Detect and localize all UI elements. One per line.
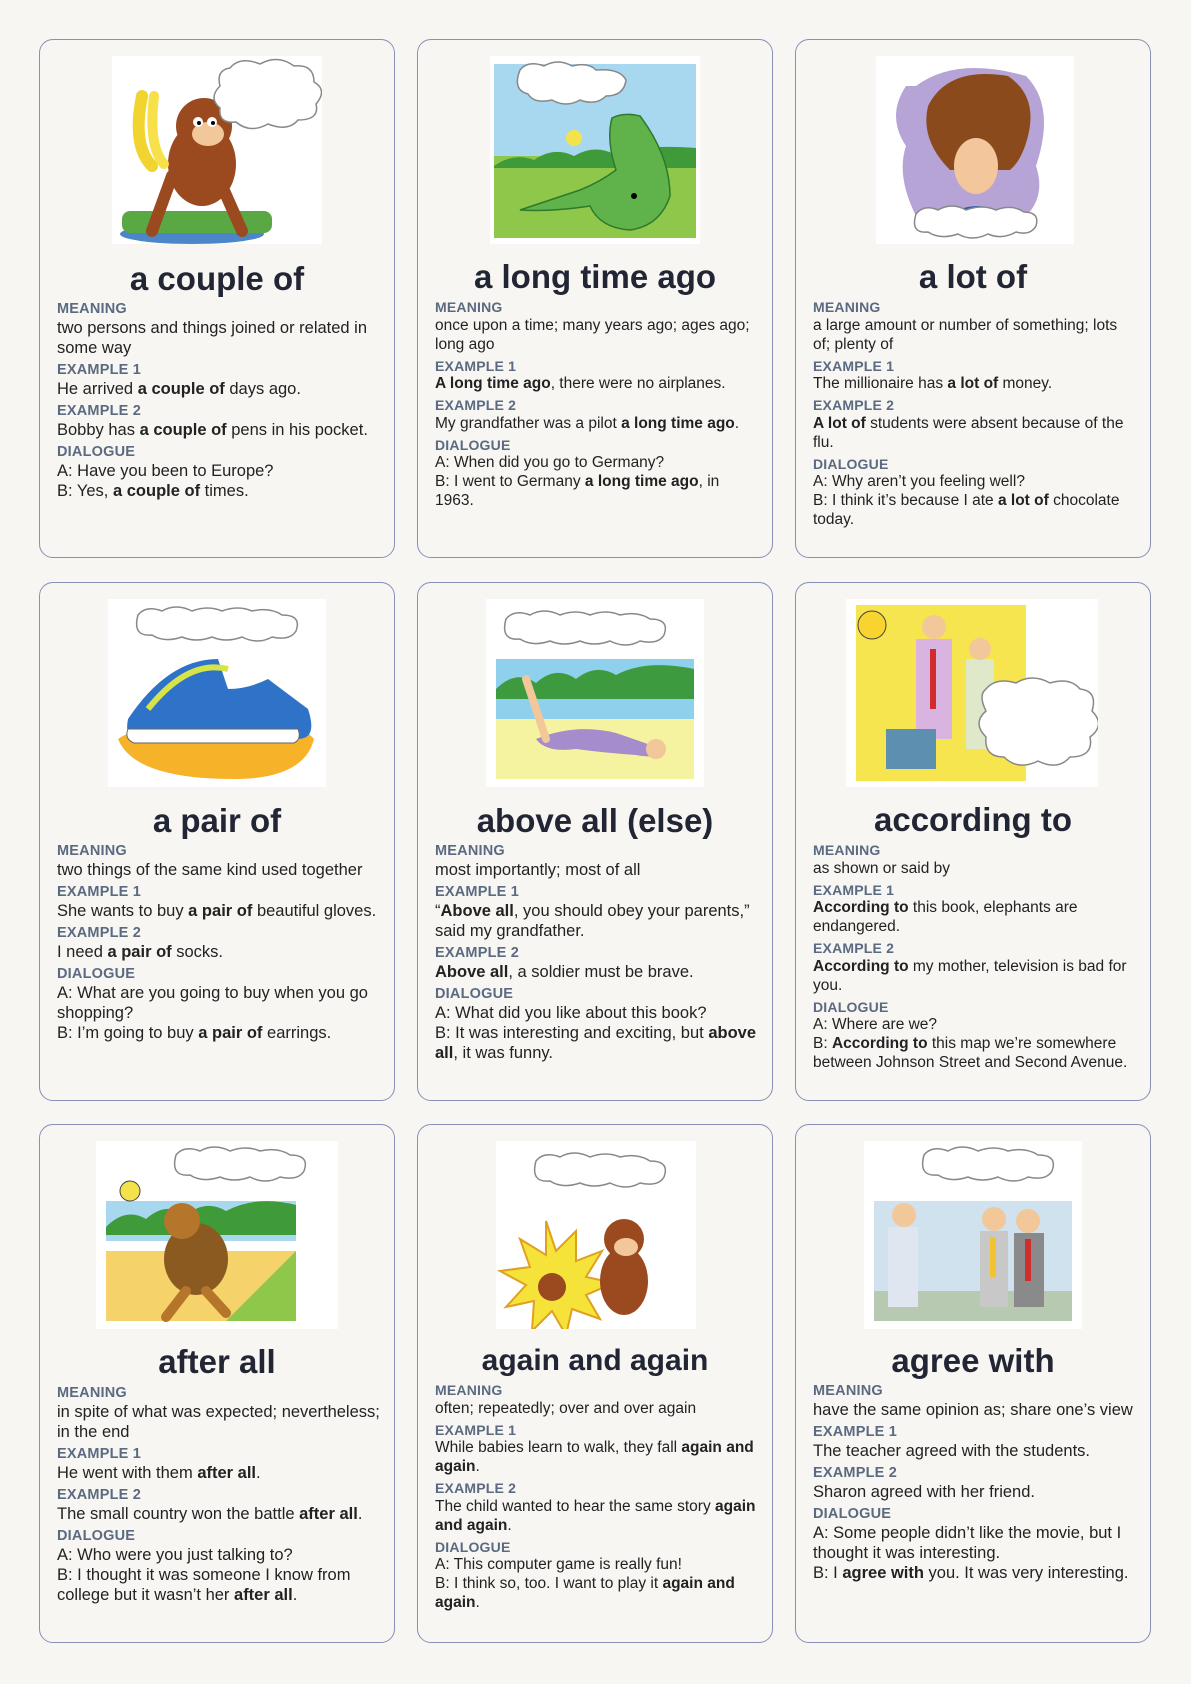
meaning-label: MEANING [435, 843, 505, 859]
dialogue-label: DIALOGUE [435, 436, 511, 453]
example2-label: EXAMPLE 2 [813, 940, 895, 956]
dialogue-line-a [435, 453, 758, 472]
dialogue-label: DIALOGUE [435, 1538, 511, 1555]
highlighted-phrase: after all [234, 1586, 293, 1604]
meaning-label: MEANING [435, 1382, 503, 1398]
text-run: A: When did you go to Germany? [435, 454, 665, 471]
dialogue-line-a [57, 983, 380, 1023]
text-run: . [475, 1594, 480, 1611]
example2-label: EXAMPLE 2 [57, 1487, 141, 1503]
monkey-explosion-illustration [496, 1141, 696, 1329]
card-body [435, 843, 758, 1063]
text-run: . [256, 1464, 261, 1482]
example1-text [57, 1463, 380, 1483]
text-run: times. [200, 482, 249, 500]
text-run: B: I thought it was someone I know from college but it wasn’t her [57, 1566, 351, 1604]
card-agree-with [795, 1124, 1151, 1643]
example2-text [57, 420, 380, 440]
text-run: She wants to buy [57, 902, 189, 920]
example1-text [813, 1441, 1136, 1461]
dinosaur-field-illustration [490, 56, 700, 244]
highlighted-phrase: a pair of [107, 943, 172, 961]
highlighted-phrase: again and again [435, 1575, 735, 1611]
highlighted-phrase: a lot of [997, 492, 1049, 509]
card-body [435, 299, 758, 510]
card-a-couple-of [39, 39, 395, 558]
meaning-label: MEANING [57, 301, 127, 317]
example2-text [813, 1482, 1136, 1502]
meaning-text: a large amount or number of something; lots of; plenty of [813, 316, 1118, 353]
card-body [813, 1383, 1136, 1583]
example1-label: EXAMPLE 1 [813, 357, 895, 374]
text-run: Bobby has [57, 421, 140, 439]
text-run: B: I [813, 1564, 843, 1582]
meaning-label: MEANING [813, 299, 881, 315]
beach-illustration [486, 599, 704, 787]
card-title: a pair of [152, 802, 282, 839]
dialogue-line-b [813, 1563, 1136, 1583]
text-run: this map we’re somewhere between Johnson Street and Second Avenue. [813, 1035, 1128, 1071]
example1-text [57, 901, 380, 921]
highlighted-phrase: Above all [440, 902, 514, 920]
text-run: beautiful gloves. [252, 902, 377, 920]
dialogue-label: DIALOGUE [813, 998, 889, 1015]
card-title: according to [873, 801, 1073, 838]
dialogue-label: DIALOGUE [57, 966, 136, 982]
dialogue-line-b [57, 1023, 380, 1043]
card-title: after all [158, 1343, 276, 1380]
text-run: The millionaire has [813, 375, 948, 392]
highlighted-phrase: a long time ago [584, 473, 699, 490]
meaning-label: MEANING [57, 1385, 127, 1401]
text-run: . [475, 1458, 480, 1475]
meaning-text: most importantly; most of all [435, 861, 641, 879]
example2-label: EXAMPLE 2 [57, 403, 141, 419]
text-run: While babies learn to walk, they fall [435, 1439, 682, 1456]
text-run: B: I think so, too. I want to play it [435, 1575, 663, 1592]
text-run: The teacher agreed with the students. [813, 1442, 1091, 1460]
text-run: My grandfather was a pilot [435, 414, 622, 432]
text-run: B: I’m going to buy [57, 1024, 199, 1042]
example2-text [435, 414, 758, 433]
text-run: . [357, 1505, 363, 1523]
text-run: pens in his pocket. [226, 421, 368, 439]
text-run: B: [813, 1035, 832, 1052]
highlighted-phrase: a couple of [139, 421, 227, 439]
card-title: again and again [481, 1344, 709, 1377]
highlighted-phrase: above all [435, 1024, 757, 1062]
text-run: A: This computer game is really fun! [435, 1556, 682, 1573]
meaning-label: MEANING [435, 299, 503, 315]
text-run: A: What did you like about this book? [435, 1004, 707, 1022]
card-title: a lot of [918, 258, 1028, 295]
text-run: B: Yes, [57, 482, 113, 500]
meaning-label: MEANING [813, 1383, 883, 1399]
meaning-text: as shown or said by [813, 859, 950, 877]
highlighted-phrase: A long time ago [435, 375, 551, 392]
highlighted-phrase: after all [299, 1505, 358, 1523]
dialogue-line-b [435, 1574, 758, 1612]
card-above-all [417, 582, 773, 1101]
highlighted-phrase: a pair of [198, 1024, 263, 1042]
dialogue-line-b [435, 472, 758, 510]
text-run: . [734, 414, 740, 432]
text-run: . [507, 1516, 512, 1534]
card-a-pair-of [39, 582, 395, 1101]
text-run: The child wanted to hear the same story [435, 1497, 716, 1515]
text-run: earrings. [262, 1024, 332, 1042]
meaning-text: have the same opinion as; share one’s view [813, 1401, 1133, 1419]
highlighted-phrase: again and again [435, 1439, 754, 1475]
card-title: above all (else) [476, 802, 714, 839]
text-run: I need [57, 943, 108, 961]
highlighted-phrase: According to [813, 957, 909, 975]
card-again-and-again [417, 1124, 773, 1643]
example1-label: EXAMPLE 1 [435, 1421, 517, 1438]
card-body [57, 1385, 380, 1605]
highlighted-phrase: According to [813, 899, 909, 916]
example1-label: EXAMPLE 1 [57, 1446, 141, 1462]
example1-label: EXAMPLE 1 [813, 1424, 897, 1440]
dialogue-line-a [435, 1003, 758, 1023]
text-run: , it was funny. [453, 1044, 554, 1062]
big-hair-person-illustration [876, 56, 1074, 244]
turtle-illustration [96, 1141, 338, 1329]
text-run: He arrived [57, 380, 138, 398]
dialogue-label: DIALOGUE [57, 444, 136, 460]
highlighted-phrase: again and again [435, 1497, 756, 1534]
highlighted-phrase: a couple of [137, 380, 225, 398]
text-run: days ago. [224, 380, 301, 398]
example2-text [435, 962, 758, 982]
text-run: A: Some people didn’t like the movie, but I thought it was interesting. [813, 1524, 1122, 1562]
card-body [57, 301, 380, 501]
highlighted-phrase: a couple of [112, 482, 201, 500]
example1-label: EXAMPLE 1 [57, 884, 141, 900]
dialogue-label: DIALOGUE [57, 1528, 136, 1544]
text-run: B: I went to Germany [435, 473, 585, 490]
example2-label: EXAMPLE 2 [435, 1480, 517, 1496]
text-run: chocolate today. [813, 492, 1120, 528]
meaning-label: MEANING [57, 843, 127, 859]
dialogue-line-b [813, 491, 1136, 529]
text-run: B: I think it’s because I ate [813, 492, 998, 509]
dialogue-line-b [435, 1023, 758, 1063]
text-run: B: It was interesting and exciting, but [435, 1024, 709, 1042]
example2-label: EXAMPLE 2 [435, 945, 519, 961]
dialogue-line-b [57, 481, 380, 501]
text-run: Sharon agreed with her friend. [813, 1483, 1035, 1501]
text-run: money. [998, 375, 1053, 392]
highlighted-phrase: a pair of [188, 902, 253, 920]
meaning-label: MEANING [813, 842, 881, 858]
example1-label: EXAMPLE 1 [813, 881, 895, 898]
text-run: this book, elephants are endangered. [813, 899, 1078, 935]
card-body [435, 1382, 758, 1612]
text-run: The small country won the battle [57, 1505, 300, 1523]
card-a-lot-of [795, 39, 1151, 558]
dialogue-line-a [435, 1555, 758, 1574]
meaning-text: in spite of what was expected; nevertheless; in the end [57, 1403, 380, 1441]
text-run: students were absent because of the flu. [813, 414, 1124, 451]
meaning-text: often; repeatedly; over and over again [435, 1399, 697, 1417]
example2-label: EXAMPLE 2 [813, 1465, 897, 1481]
dialogue-line-b [813, 1034, 1136, 1072]
dialogue-label: DIALOGUE [813, 455, 889, 472]
dialogue-label: DIALOGUE [813, 1506, 892, 1522]
highlighted-phrase: A lot of [813, 414, 866, 432]
dialogue-line-a [813, 1523, 1136, 1563]
card-after-all [39, 1124, 395, 1643]
text-run: my mother, television is bad for you. [813, 957, 1127, 994]
highlighted-phrase: after all [197, 1464, 257, 1482]
text-run: A: Why aren’t you feeling well? [813, 473, 1025, 490]
text-run: socks. [171, 943, 224, 961]
example2-text [57, 942, 380, 962]
text-run: , there were no airplanes. [550, 375, 726, 392]
dialogue-line-a [813, 472, 1136, 491]
text-run: A: Who were you just talking to? [57, 1546, 293, 1564]
example1-text [435, 1438, 758, 1476]
highlighted-phrase: According to [831, 1035, 928, 1052]
example1-label: EXAMPLE 1 [435, 884, 519, 900]
text-run: , you should obey your parents,” said my grandfather. [435, 902, 750, 940]
example2-label: EXAMPLE 2 [435, 397, 517, 413]
highlighted-phrase: a long time ago [621, 414, 735, 432]
meaning-text: once upon a time; many years ago; ages ago; long ago [435, 316, 750, 353]
highlighted-phrase: agree with [842, 1564, 924, 1582]
card-body [813, 299, 1136, 529]
three-men-illustration [864, 1141, 1082, 1329]
text-run: A: Have you been to Europe? [57, 462, 274, 480]
sneakers-illustration [108, 599, 326, 787]
dialogue-line-a [57, 461, 380, 481]
text-run: . [292, 1586, 298, 1604]
dialogue-line-a [57, 1545, 380, 1565]
example2-label: EXAMPLE 2 [813, 397, 895, 413]
example2-text [813, 414, 1136, 452]
example2-text [435, 1497, 758, 1535]
card-title: a long time ago [473, 258, 717, 295]
card-body [813, 842, 1136, 1072]
example2-label: EXAMPLE 2 [57, 925, 141, 941]
text-run: you. It was very interesting. [923, 1564, 1129, 1582]
text-run: “ [435, 902, 441, 920]
card-according-to [795, 582, 1151, 1101]
card-a-long-time-ago [417, 39, 773, 558]
example1-text [813, 374, 1136, 393]
dialogue-line-b [57, 1565, 380, 1605]
dialogue-label: DIALOGUE [435, 986, 514, 1002]
text-run: A: What are you going to buy when you go shopping? [57, 984, 368, 1022]
example2-text [57, 1504, 380, 1524]
example1-label: EXAMPLE 1 [57, 362, 141, 378]
example1-text [435, 901, 758, 941]
text-run: A: Where are we? [813, 1016, 938, 1033]
highlighted-phrase: Above all [435, 963, 509, 981]
example2-text [813, 957, 1136, 995]
example1-label: EXAMPLE 1 [435, 357, 517, 374]
card-title: agree with [891, 1342, 1055, 1379]
example1-text [435, 374, 758, 393]
meaning-text: two persons and things joined or related in some way [57, 319, 368, 357]
meaning-text: two things of the same kind used together [57, 861, 363, 879]
travelers-illustration [846, 599, 1098, 787]
text-run: He went with them [57, 1464, 198, 1482]
monkey-bananas-illustration [112, 56, 322, 244]
example1-text [57, 379, 380, 399]
example1-text [813, 898, 1136, 936]
text-run: , a soldier must be brave. [508, 963, 694, 981]
text-run: , in 1963. [435, 473, 720, 509]
card-title: a couple of [129, 260, 305, 297]
dialogue-line-a [813, 1015, 1136, 1034]
card-body [57, 843, 380, 1043]
highlighted-phrase: a lot of [947, 375, 999, 392]
